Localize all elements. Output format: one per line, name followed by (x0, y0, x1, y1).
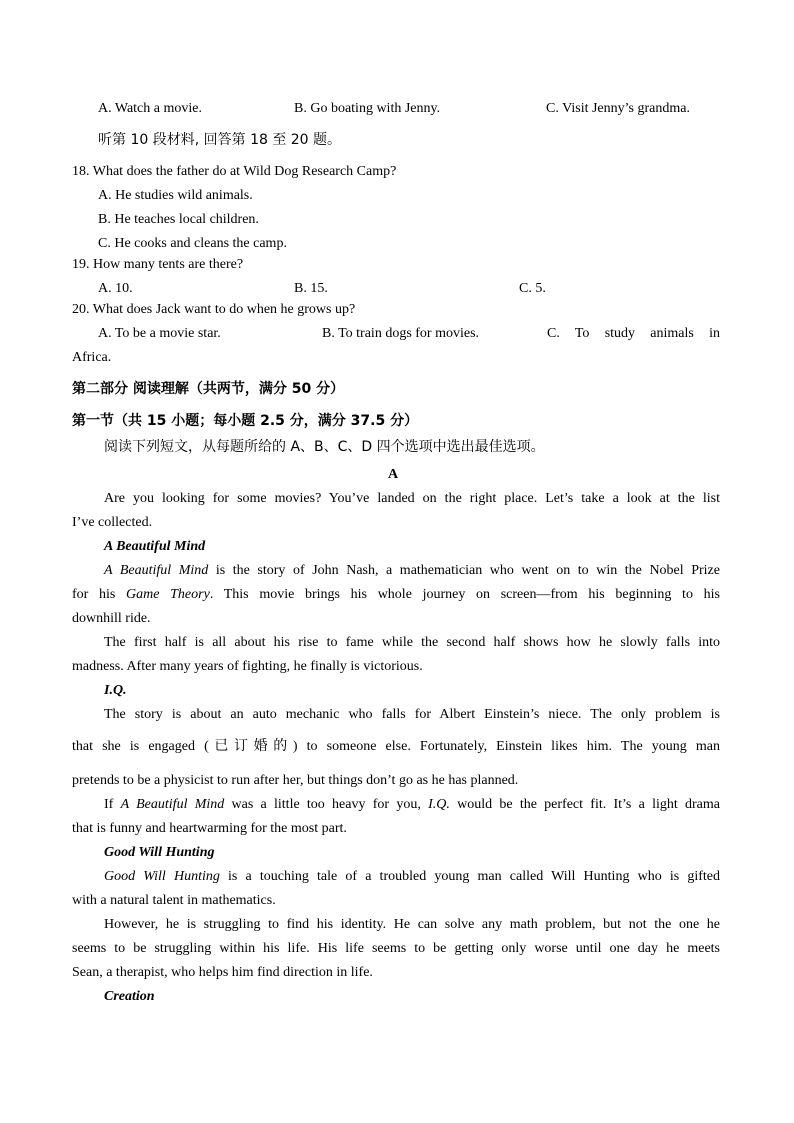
listen10-instruction: 听第 10 段材料, 回答第 18 至 20 题。 (98, 132, 342, 148)
m2-p2-line-1 (104, 796, 720, 814)
m1-p1-line-3: downhill ride. (72, 611, 151, 626)
q18-question: 18. What does the father do at Wild Dog Research Camp? (72, 164, 397, 179)
m2-p1-line-2-a: that she is engaged ( (72, 739, 209, 754)
q20-question: 20. What does Jack want to do when he grows up? (72, 302, 356, 317)
q20-option-a: A. To be a movie star. (98, 326, 221, 341)
movie-title-creation: Creation (104, 989, 155, 1004)
m3-title-inline: Good Will Hunting (104, 869, 220, 884)
m1-p1-line-1-text: is the story of John Nash, a mathematician who went on to win the Nobel Prize (208, 563, 720, 578)
m2-p2-line-1-a: If (104, 797, 121, 812)
engaged-gloss: 已订婚的 (208, 738, 293, 754)
q20-option-b: B. To train dogs for movies. (322, 326, 480, 341)
q19-question: 19. How many tents are there? (72, 257, 244, 272)
m3-p1-line-2: with a natural talent in mathematics. (72, 893, 276, 908)
m2-p1-line-2 (72, 737, 720, 756)
m3-p2-line-3: Sean, a therapist, who helps him find direction in life. (72, 965, 373, 980)
m3-p2-line-1: However, he is struggling to find his identity. He can solve any math problem, but not the one he (104, 917, 720, 932)
intro-line-1: Are you looking for some movies? You’ve landed on the right place. Let’s take a look at the list (104, 491, 720, 506)
q17-option-b: B. Go boating with Jenny. (294, 101, 441, 116)
section1-heading: 第一节（共 15 小题；每小题 2.5 分，满分 37.5 分） (72, 413, 419, 429)
m2-ref-iq: I.Q. (428, 797, 450, 812)
intro-line-2: I’ve collected. (72, 515, 153, 530)
q18-option-b: B. He teaches local children. (98, 212, 259, 227)
q18-option-a: A. He studies wild animals. (98, 188, 253, 203)
m1-p1-line-1 (104, 562, 720, 580)
m2-p2-line-1-c: would be the perfect fit. It’s a light drama (449, 797, 720, 812)
m2-p1-line-1: The story is about an auto mechanic who falls for Albert Einstein’s niece. The only problem is (104, 707, 720, 722)
q17-option-a: A. Watch a movie. (98, 101, 202, 116)
m3-p1-line-1-text: is a touching tale of a troubled young man called Will Hunting who is gifted (219, 869, 721, 884)
m1-p2-line-1: The first half is all about his rise to fame while the second half shows how he slowly falls into (104, 635, 720, 650)
m2-ref-a-beautiful-mind: A Beautiful Mind (120, 797, 225, 812)
m1-p2-line-2: madness. After many years of fighting, he finally is victorious. (72, 659, 423, 674)
m2-p1-line-3: pretends to be a physicist to run after her, but things don’t go as he has planned. (72, 773, 519, 788)
m3-p1-line-1 (104, 868, 720, 886)
q18-option-c: C. He cooks and cleans the camp. (98, 236, 287, 251)
q19-option-c: C. 5. (519, 281, 546, 296)
movie-title-good-will-hunting: Good Will Hunting (104, 845, 215, 860)
movie-title-a-beautiful-mind: A Beautiful Mind (104, 539, 206, 554)
m3-p2-line-2: seems to be struggling within his life. His life seems to be getting only worse until one day he meets (72, 941, 720, 956)
q20-option-c-wrap: Africa. (72, 350, 112, 365)
q19-option-b: B. 15. (294, 281, 328, 296)
m1-p1-line-2-a: for his (72, 587, 127, 602)
m2-p2-line-1-b: was a little too heavy for you, (224, 797, 429, 812)
m2-p1-line-2-b: ) to someone else. Fortunately, Einstein likes him. The young man (292, 739, 720, 754)
part2-heading: 第二部分 阅读理解（共两节，满分 50 分） (72, 381, 345, 397)
m2-p2-line-2: that is funny and heartwarming for the most part. (72, 821, 347, 836)
m1-p1-line-2 (72, 586, 720, 604)
reading-instruction: 阅读下列短文，从每题所给的 A、B、C、D 四个选项中选出最佳选项。 (104, 439, 545, 455)
q19-option-a: A. 10. (98, 281, 133, 296)
passage-label: A (388, 467, 399, 482)
q17-option-c: C. Visit Jenny’s grandma. (546, 101, 690, 116)
movie-title-iq: I.Q. (104, 683, 127, 698)
m1-p1-line-2-b: . This movie brings his whole journey on screen—from his beginning to his (209, 587, 720, 602)
game-theory-inline: Game Theory (126, 587, 210, 602)
m1-title-inline: A Beautiful Mind (104, 563, 209, 578)
q20-option-c: C. To study animals in (547, 326, 720, 341)
